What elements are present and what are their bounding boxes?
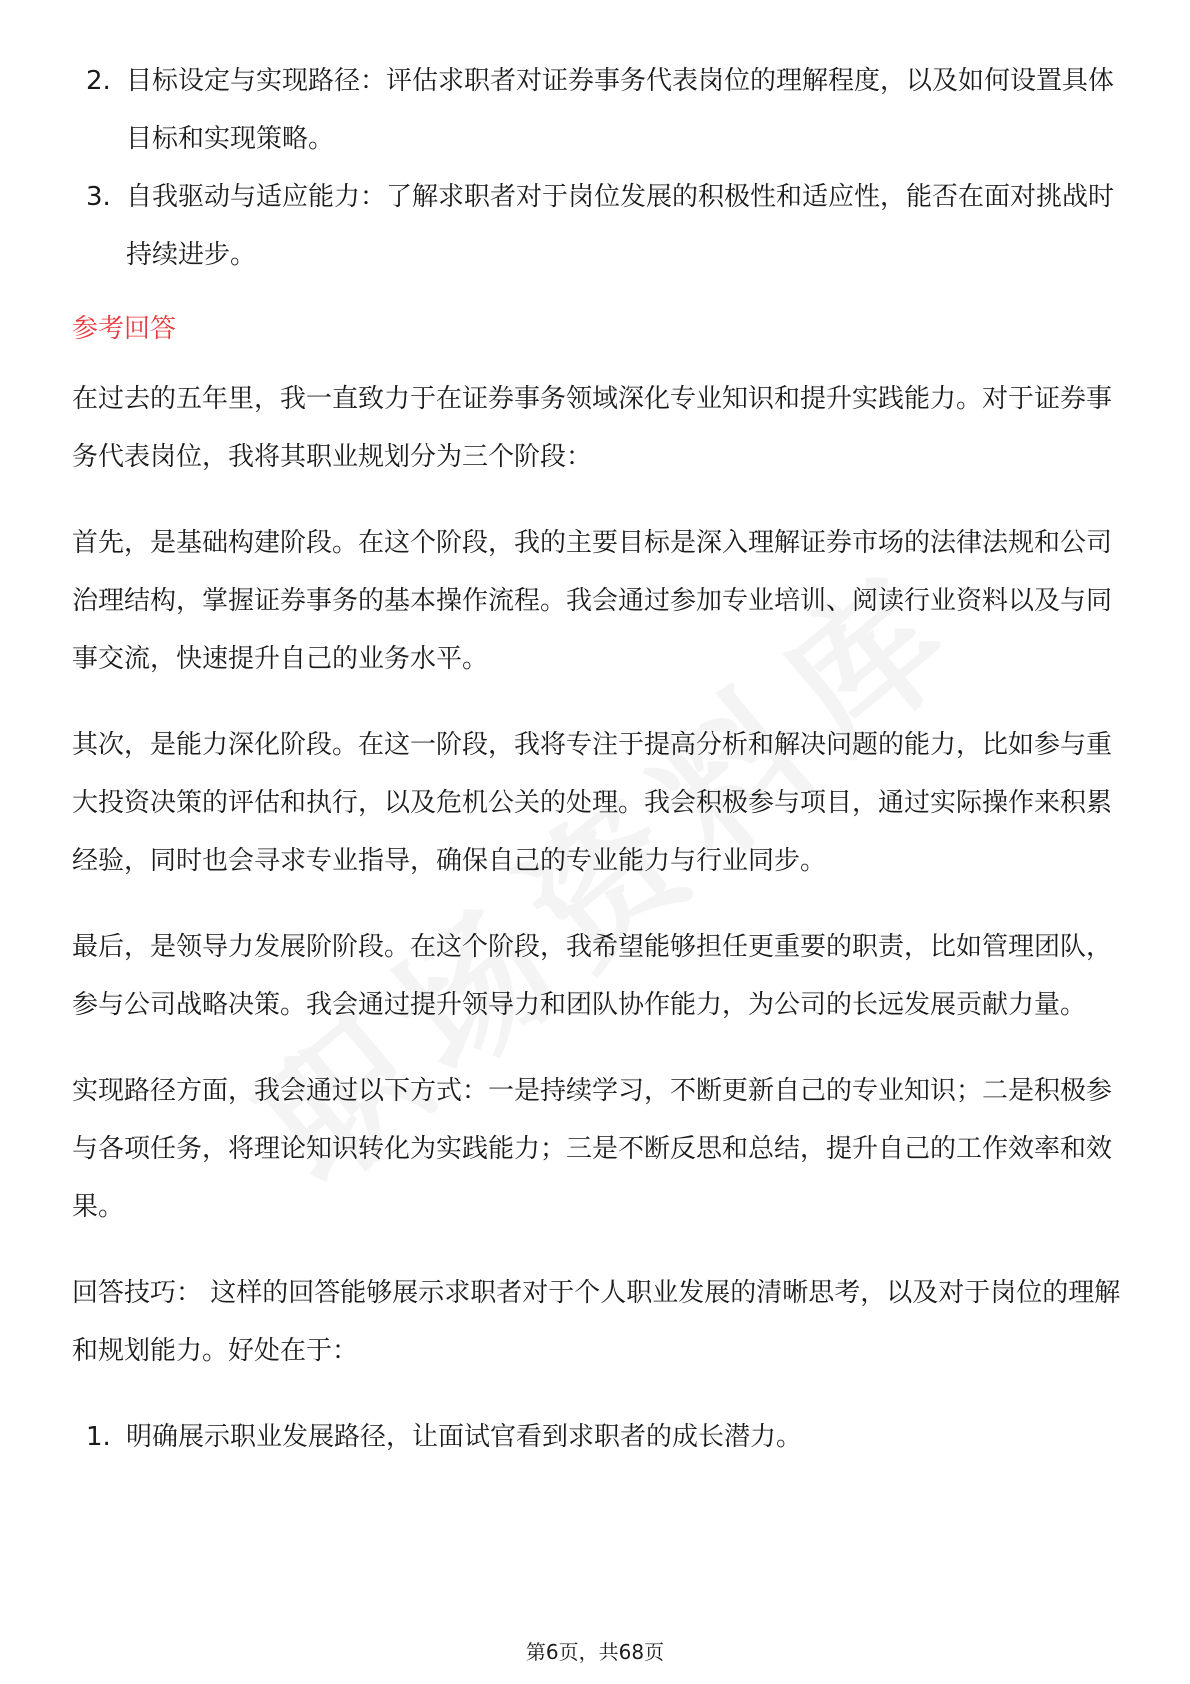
paragraph: 实现路径方面，我会通过以下方式：一是持续学习，不断更新自己的专业知识；二是积极参与各项任务，将理论知识转化为实践能力；三是不断反思和总结，提升自己的工作效率和效果。 bbox=[72, 1076, 1113, 1222]
list-number: 1. bbox=[86, 1422, 111, 1452]
paragraph: 最后，是领导力发展阶阶段。在这个阶段，我希望能够担任更重要的职责，比如管理团队，参与公司战略决策。我会通过提升领导力和团队协作能力，为公司的长远发展贡献力量。 bbox=[72, 932, 1113, 1020]
criteria-list bbox=[72, 52, 1122, 284]
list-item bbox=[72, 168, 1122, 284]
paragraph: 其次，是能力深化阶段。在这一阶段，我将专注于提高分析和解决问题的能力，比如参与重大投资决策的评估和执行，以及危机公关的处理。我会积极参与项目，通过实际操作来积累经验，同时也会寻求专业指导，确保自己的专业能力与行业同步。 bbox=[72, 730, 1113, 876]
list-item-text: 目标设定与实现路径：评估求职者对证券事务代表岗位的理解程度，以及如何设置具体目标和实现策略。 bbox=[126, 66, 1115, 154]
list-item bbox=[72, 1408, 1122, 1466]
list-item bbox=[72, 52, 1122, 168]
section-heading: 参考回答 bbox=[72, 314, 177, 344]
document-body bbox=[72, 52, 1122, 1466]
list-item-text: 明确展示职业发展路径，让面试官看到求职者的成长潜力。 bbox=[126, 1422, 803, 1452]
list-item-text: 自我驱动与适应能力：了解求职者对于岗位发展的积极性和适应性，能否在面对挑战时持续进步。 bbox=[126, 182, 1115, 270]
paragraph: 在过去的五年里，我一直致力于在证券事务领域深化专业知识和提升实践能力。对于证券事务代表岗位，我将其职业规划分为三个阶段： bbox=[72, 384, 1113, 472]
paragraph: 回答技巧： 这样的回答能够展示求职者对于个人职业发展的清晰思考，以及对于岗位的理解和规划能力。好处在于： bbox=[72, 1278, 1121, 1366]
paragraph: 首先，是基础构建阶段。在这个阶段，我的主要目标是深入理解证券市场的法律法规和公司治理结构，掌握证券事务的基本操作流程。我会通过参加专业培训、阅读行业资料以及与同事交流，快速提升自己的业务水平。 bbox=[72, 528, 1113, 674]
list-number: 3. bbox=[86, 182, 111, 212]
benefits-list bbox=[72, 1408, 1122, 1466]
page-footer: 第6页，共68页 bbox=[525, 1640, 665, 1664]
list-number: 2. bbox=[86, 66, 111, 96]
